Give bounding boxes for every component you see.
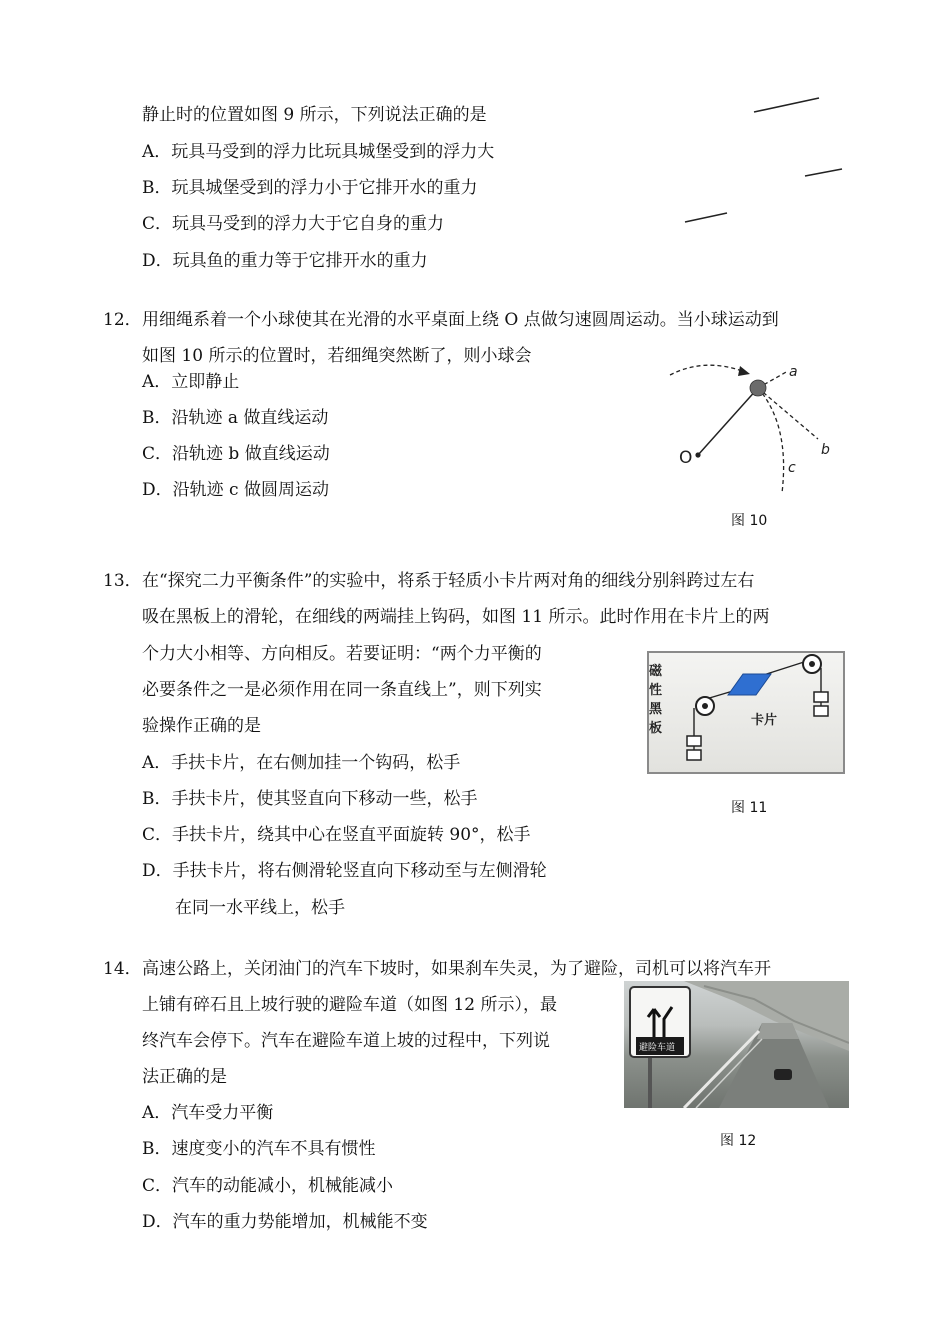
q11-intro: 静止时的位置如图 9 所示，下列说法正确的是 <box>142 105 487 125</box>
q13-stem-line-3: 个力大小相等、方向相反。若要证明：“两个力平衡的 <box>142 644 542 664</box>
q12-option-a: A．立即静止 <box>142 372 240 392</box>
q14-option-a: A．汽车受力平衡 <box>142 1103 274 1123</box>
left-weight-1 <box>687 736 701 746</box>
q11-option-d: D．玩具鱼的重力等于它排开水的重力 <box>142 251 428 271</box>
car <box>774 1069 792 1080</box>
figure-9-fragment <box>680 90 850 230</box>
q13-stem-line-1: 在“探究二力平衡条件”的实验中，将系于轻质小卡片两对角的细线分别斜跨过左右 <box>142 571 755 591</box>
label-o: O <box>679 448 693 468</box>
q13-option-b: B．手扶卡片，使其竖直向下移动一些，松手 <box>142 789 478 809</box>
figure-10-circular-motion <box>660 355 850 500</box>
q11-option-c: C．玩具马受到的浮力大于它自身的重力 <box>142 214 445 234</box>
figure-10-caption: 图 10 <box>731 513 768 529</box>
right-weight-1 <box>814 692 828 702</box>
board-label-4: 板 <box>649 721 663 736</box>
card-label: 卡片 <box>751 713 778 728</box>
figure-12-photo <box>624 981 849 1108</box>
q14-stem-line-3: 终汽车会停下。汽车在避险车道上坡的过程中，下列说 <box>142 1031 550 1051</box>
circular-path-before <box>670 365 745 375</box>
q13-stem-line-5: 验操作正确的是 <box>142 716 261 736</box>
q14-option-b: B．速度变小的汽车不具有惯性 <box>142 1139 376 1159</box>
direction-arrow-icon <box>738 366 750 376</box>
q13-option-c: C．手扶卡片，绕其中心在竖直平面旋转 90°，松手 <box>142 825 531 845</box>
trajectory-b <box>758 388 818 439</box>
q13-option-a: A．手扶卡片，在右侧加挂一个钩码，松手 <box>142 753 461 773</box>
q12-option-c: C．沿轨迹 b 做直线运动 <box>142 444 330 464</box>
q14-stem-line-4: 法正确的是 <box>142 1067 227 1087</box>
left-pulley-axle <box>702 703 708 709</box>
q11-option-a: A．玩具马受到的浮力比玩具城堡受到的浮力大 <box>142 142 495 162</box>
string-line <box>698 388 758 455</box>
center-point <box>695 452 700 457</box>
water-line-bottom <box>685 213 727 222</box>
q12-number: 12． <box>103 310 142 330</box>
q13-stem-line-2: 吸在黑板上的滑轮，在细线的两端挂上钩码，如图 11 所示。此时作用在卡片上的两 <box>142 607 770 627</box>
q12-option-b: B．沿轨迹 a 做直线运动 <box>142 408 329 428</box>
q14-option-c: C．汽车的动能减小，机械能减小 <box>142 1176 394 1196</box>
figure-12-caption: 图 12 <box>720 1133 757 1149</box>
q13-option-d: D．手扶卡片，将右侧滑轮竖直向下移动至与左侧滑轮 <box>142 861 547 881</box>
q13-option-d-continued: 在同一水平线上，松手 <box>175 898 345 918</box>
q11-option-b: B．玩具城堡受到的浮力小于它排开水的重力 <box>142 178 478 198</box>
q12-stem-line-1: 用细绳系着一个小球使其在光滑的水平桌面上绕 O 点做匀速圆周运动。当小球运动到 <box>142 310 779 330</box>
figure-11-caption: 图 11 <box>731 800 768 816</box>
sign-post <box>648 1053 652 1108</box>
q13-number: 13． <box>103 571 142 591</box>
right-weight-2 <box>814 706 828 716</box>
board-label-1: 磁 <box>649 664 663 679</box>
q14-stem-line-2: 上铺有碎石且上坡行驶的避险车道（如图 12 所示），最 <box>142 995 557 1015</box>
figure-11-balance-experiment <box>646 650 846 775</box>
q14-number: 14． <box>103 959 142 979</box>
sign-text: 避险车道 <box>639 1043 676 1053</box>
label-c: c <box>788 460 796 476</box>
q13-stem-line-4: 必要条件之一是必须作用在同一条直线上”，则下列实 <box>142 680 542 700</box>
label-b: b <box>821 442 830 458</box>
board-label-2: 性 <box>649 683 663 698</box>
board-label-3: 黑 <box>649 702 663 717</box>
water-line-middle <box>805 169 842 176</box>
trajectory-c <box>758 388 784 493</box>
figure-12-scene <box>624 981 849 1108</box>
q12-option-d: D．沿轨迹 c 做圆周运动 <box>142 480 329 500</box>
right-pulley-axle <box>809 661 815 667</box>
label-a: a <box>789 364 798 380</box>
left-weight-2 <box>687 750 701 760</box>
q14-stem-line-1: 高速公路上，关闭油门的汽车下坡时，如果刹车失灵，为了避险，司机可以将汽车开 <box>142 959 771 979</box>
water-line-top <box>754 98 819 112</box>
q12-stem-line-2: 如图 10 所示的位置时，若细绳突然断了，则小球会 <box>142 346 532 366</box>
ramp-gravel <box>757 1023 799 1039</box>
ball <box>750 380 766 396</box>
q14-option-d: D．汽车的重力势能增加，机械能不变 <box>142 1212 428 1232</box>
